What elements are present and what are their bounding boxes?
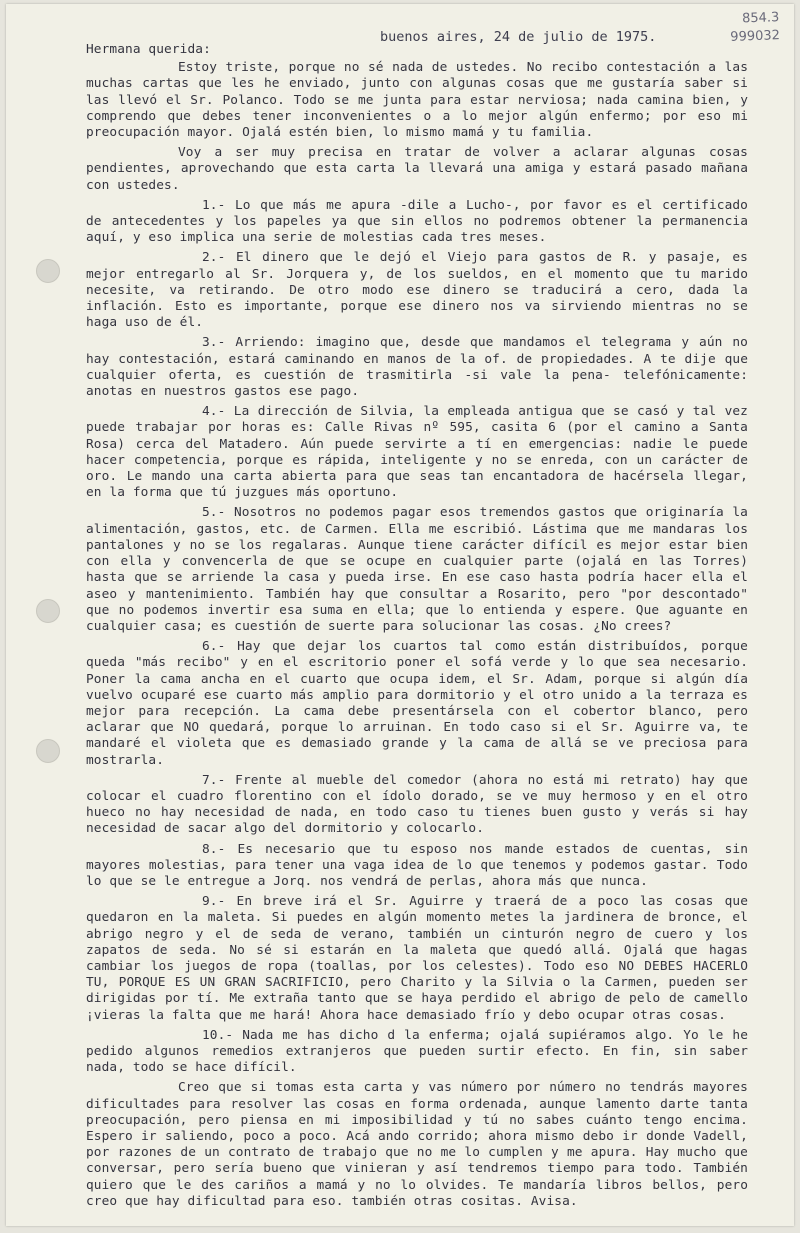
paragraph-item-10: 10.- Nada me has dicho d la enferma; ojalá supiéramos algo. Yo le he pedido algunos remedios extranjeros que pueden surtir efecto. En fin, sin saber nada, todo se hace difícil. [86,1027,748,1076]
letter-greeting: Hermana querida: [86,42,211,57]
paragraph-item-3: 3.- Arriendo: imagino que, desde que mandamos el telegrama y aún no hay contestación, estará caminando en manos de la of. de propiedades. A te dije que cualquier oferta, es cuestión de trasmitirla -si vale la pena- telefónicamente: anotas en nuestros gastos ese pago. [86,335,748,400]
archive-ref-line1: 854.3 [742,10,780,27]
paragraph-item-7: 7.- Frente al mueble del comedor (ahora no está mi retrato) hay que colocar el cuadro florentino con el ídolo dorado, se ve muy hermoso y en el otro hueco no hay necesidad de nada, en todo caso tu tienes buen gusto y verás si hay necesidad de sacar algo del dormitorio y colocarlo. [86,772,748,837]
letter-page [6,4,794,1226]
paragraph-item-2: 2.- El dinero que le dejó el Viejo para gastos de R. y pasaje, es mejor entregarlo al Sr. Jorquera y, de los sueldos, en el momento que tu marido necesite, va retirando. De otro modo ese dinero se traducirá a cero, dada la inflación. Esto es importante, porque ese dinero nos va sirviendo mientras no se haga uso de él. [86,250,748,331]
punch-hole [36,739,60,763]
archive-ref-line2: 999032 [730,28,781,45]
punch-hole [36,259,60,283]
paragraph-item-1: 1.- Lo que más me apura -dile a Lucho-, por favor es el certificado de antecedentes y los papeles ya que sin ellos no podremos obtener la permanencia aquí, y eso implica una serie de molestias cada tres meses. [86,197,748,246]
paragraph-item-8: 8.- Es necesario que tu esposo nos mande estados de cuentas, sin mayores molestias, para tener una vaga idea de lo que tenemos y podemos gastar. Todo lo que se le entregue a Jorq. nos vendrá de perlas, ahora más que nunca. [86,841,748,889]
punch-hole [36,599,60,623]
paragraph-intro: Estoy triste, porque no sé nada de ustedes. No recibo contestación a las muchas cartas que les he enviado, junto con algunas cosas que me gustaría saber si las llevó el Sr. Polanco. Todo se me junta para estar nerviosa; nada camina bien, y comprendo que debes tener inconvenientes o a lo mejor algún enfermo; por eso mi preocupación mayor. Ojalá estén bien, lo mismo mamá y tu familia. [86,60,748,141]
paragraph-item-5: 5.- Nosotros no podemos pagar esos tremendos gastos que originaría la alimentación, gastos, etc. de Carmen. Ella me escribió. Lástima que me mandaras los pantalones y no se los regalaras. Aunque tiene carácter difícil es mejor estar bien con ella y convencerla de que se ocupe en cualquier parte (ojalá en las Torres) hasta que se arriende la casa y pueda irse. En ese caso hasta podría hacer ella el aseo y mantenimiento. También hay que consultar a Rosarito, pero "por descontado" que no podemos invertir esa suma en ella; que lo entienda y espere. Que aguante en cualquier casa; es cuestión de suerte para solucionar las cosas. ¿No crees? [86,505,748,634]
paragraph-closing: Creo que si tomas esta carta y vas número por número no tendrás mayores dificultades para resolver las cosas en forma ordenada, aunque lamento darte tanta preocupación, pero piensa en mi imposibilidad y tú no sabes cuánto tengo encima. Espero ir saliendo, poco a poco. Acá ando corrido; ahora mismo debo ir donde Vadell, por razones de un contrato de trabajo que no me lo cumplen y me apura. Hay mucho que conversar, pero sería bueno que vinieran y así tendremos tiempo para todo. También quiero que le des cariños a mamá y no lo olvides. Te mandaría libros bellos, pero creo que hay dificultad para eso. también otras cositas. Avisa. [86,1080,748,1209]
paragraph-item-4: 4.- La dirección de Silvia, la empleada antigua que se casó y tal vez puede trabajar por horas es: Calle Rivas nº 595, casita 6 (por el camino a Santa Rosa) cerca del Matadero. Aún puede servirte a tí en emergencias: nadie le puede hacer competencia, porque es rápida, inteligente y no se enreda, con un carácter de oro. Le mando una carta abierta para que seas tan encantadora de hacérsela llegar, en la forma que tú juzgues más oportuno. [86,404,748,501]
letter-date: buenos aires, 24 de julio de 1975. [380,29,657,45]
paragraph-item-6: 6.- Hay que dejar los cuartos tal como están distribuídos, porque queda "más recibo" y en el escritorio poner el sofá verde y lo que sea necesario. Poner la cama ancha en el cuarto que ocupa idem, el Sr. Adam, porque si algún día vuelvo ocuparé ese cuarto más amplio para dormitorio y el otro unido a la terraza es mejor para recepción. La cama debe presentársela con el cobertor blanco, pero aclarar que NO quedará, porque lo arruinan. En todo caso si el Sr. Aguirre va, te mandaré el violeta que es demasiado grande y la cama de allá se ve preciosa para mostrarla. [86,639,748,768]
paragraph-item-9: 9.- En breve irá el Sr. Aguirre y traerá de a poco las cosas que quedaron en la maleta. Si puedes en algún momento metes la jardinera de bronce, el abrigo negro y el de seda de verano, también un cinturón negro de cuero y los zapatos de seda. No sé si estarán en la maleta que quedó allá. Ojalá que hagas cambiar los juegos de ropa (toallas, por los celestes). Todo eso NO DEBES HACERLO TU, PORQUE ES UN GRAN SACRIFICIO, pero Charito y la Silvia o la Carmen, pueden ser dirigidas por tí. Me extraña tanto que se haya perdido el abrigo de pelo de camello ¡vieras la falta que me hará! Ahora hace demasiado frío y debo ocupar otras cosas. [86,894,748,1023]
letter-body [86,42,748,1214]
paragraph-purpose: Voy a ser muy precisa en tratar de volver a aclarar algunas cosas pendientes, aprovechando que esta carta la llevará una amiga y estará pasado mañana con ustedes. [86,145,748,193]
